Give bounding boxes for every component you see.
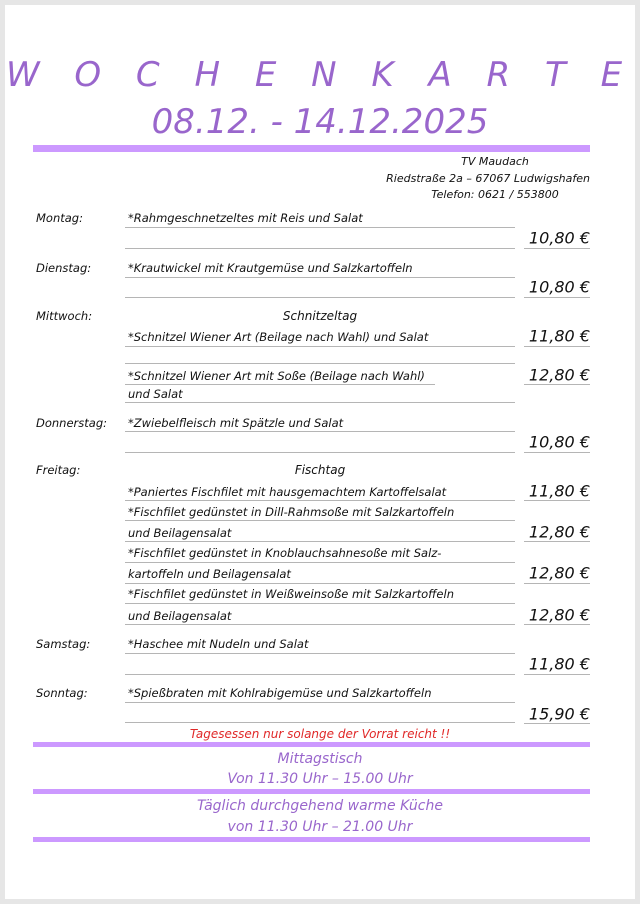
day-label: Sonntag: xyxy=(36,686,88,700)
dish: *Zwiebelfleisch mit Spätzle und Salat xyxy=(128,416,344,430)
rule-line xyxy=(125,384,435,385)
price: 10,80 € xyxy=(528,277,590,297)
price: 10,80 € xyxy=(528,432,590,452)
day-label: Montag: xyxy=(36,211,83,225)
rule-line xyxy=(125,702,515,703)
dish: *Fischfilet gedünstet in Weißweinsoße mit Salzkartoffeln xyxy=(128,587,454,601)
rule-line xyxy=(524,346,590,347)
price: 12,80 € xyxy=(528,563,590,583)
day-label: Dienstag: xyxy=(36,261,92,275)
rule-line xyxy=(524,248,590,249)
dish-continued: und Beilagensalat xyxy=(128,526,232,540)
rule-line xyxy=(125,297,515,298)
day-theme: Fischtag xyxy=(294,463,346,477)
rule-line xyxy=(524,541,590,542)
rule-line xyxy=(524,624,590,625)
dish: *Fischfilet gedünstet in Knoblauchsahnesoße mit Salz- xyxy=(128,546,442,560)
kitchen-title: Täglich durchgehend warme Küche xyxy=(197,798,443,814)
rule-line xyxy=(125,248,515,249)
rule-line xyxy=(524,583,590,584)
dish: *Rahmgeschnetzeltes mit Reis und Salat xyxy=(128,211,363,225)
rule-line xyxy=(125,722,515,723)
divider-bar xyxy=(33,145,590,152)
rule-line xyxy=(125,603,515,604)
dish: *Schnitzel Wiener Art (Beilage nach Wahl) und Salat xyxy=(128,330,429,344)
price: 11,80 € xyxy=(528,326,590,346)
rule-line xyxy=(524,297,590,298)
divider-bar xyxy=(33,742,590,747)
rule-line xyxy=(125,674,515,675)
date-range: 08.12. - 14.12.2025 xyxy=(151,102,489,142)
dish: *Spießbraten mit Kohlrabigemüse und Salzkartoffeln xyxy=(128,686,432,700)
dish: *Haschee mit Nudeln und Salat xyxy=(128,637,309,651)
menu-title: W O C H E N K A R T E xyxy=(5,55,635,95)
rule-line xyxy=(125,363,515,364)
divider-bar xyxy=(33,789,590,794)
price: 12,80 € xyxy=(528,605,590,625)
rule-line xyxy=(125,624,515,625)
street: Riedstraße 2a – 67067 Ludwigshafen xyxy=(386,172,590,185)
kitchen-hours: von 11.30 Uhr – 21.00 Uhr xyxy=(227,819,413,835)
lunch-hours: Von 11.30 Uhr – 15.00 Uhr xyxy=(227,771,413,787)
rule-line xyxy=(125,583,515,584)
rule-line xyxy=(125,346,515,347)
rule-line xyxy=(524,452,590,453)
dish: *Paniertes Fischfilet mit hausgemachtem Kartoffelsalat xyxy=(128,485,447,499)
rule-line xyxy=(125,431,515,432)
price: 11,80 € xyxy=(528,481,590,501)
rule-line xyxy=(524,674,590,675)
rule-line xyxy=(125,562,515,563)
rule-line xyxy=(125,402,515,403)
rule-line xyxy=(125,500,515,501)
rule-line xyxy=(125,653,515,654)
rule-line xyxy=(125,520,515,521)
day-theme: Schnitzeltag xyxy=(282,309,358,323)
day-label: Samstag: xyxy=(36,637,91,651)
rule-line xyxy=(125,541,515,542)
availability-notice: Tagesessen nur solange der Vorrat reicht !! xyxy=(189,727,451,741)
rule-line xyxy=(524,500,590,501)
club-name: TV Maudach xyxy=(461,155,529,168)
day-label: Donnerstag: xyxy=(36,416,107,430)
dish-continued: kartoffeln und Beilagensalat xyxy=(128,567,291,581)
price: 11,80 € xyxy=(528,654,590,674)
price: 10,80 € xyxy=(528,228,590,248)
price: 12,80 € xyxy=(528,365,590,385)
dish: *Fischfilet gedünstet in Dill-Rahmsoße mit Salzkartoffeln xyxy=(128,505,455,519)
dish-continued: und Beilagensalat xyxy=(128,609,232,623)
rule-line xyxy=(125,452,515,453)
rule-line xyxy=(524,723,590,724)
rule-line xyxy=(524,384,590,385)
rule-line xyxy=(125,277,515,278)
rule-line xyxy=(125,227,515,228)
day-label: Freitag: xyxy=(36,463,81,477)
lunch-title: Mittagstisch xyxy=(277,751,363,767)
price: 15,90 € xyxy=(528,704,590,724)
dish: *Krautwickel mit Krautgemüse und Salzkartoffeln xyxy=(128,261,413,275)
day-label: Mittwoch: xyxy=(36,309,93,323)
dish: *Schnitzel Wiener Art mit Soße (Beilage nach Wahl) xyxy=(128,369,425,383)
phone: Telefon: 0621 / 553800 xyxy=(431,188,559,201)
divider-bar xyxy=(33,837,590,842)
price: 12,80 € xyxy=(528,522,590,542)
dish-continued: und Salat xyxy=(128,387,183,401)
